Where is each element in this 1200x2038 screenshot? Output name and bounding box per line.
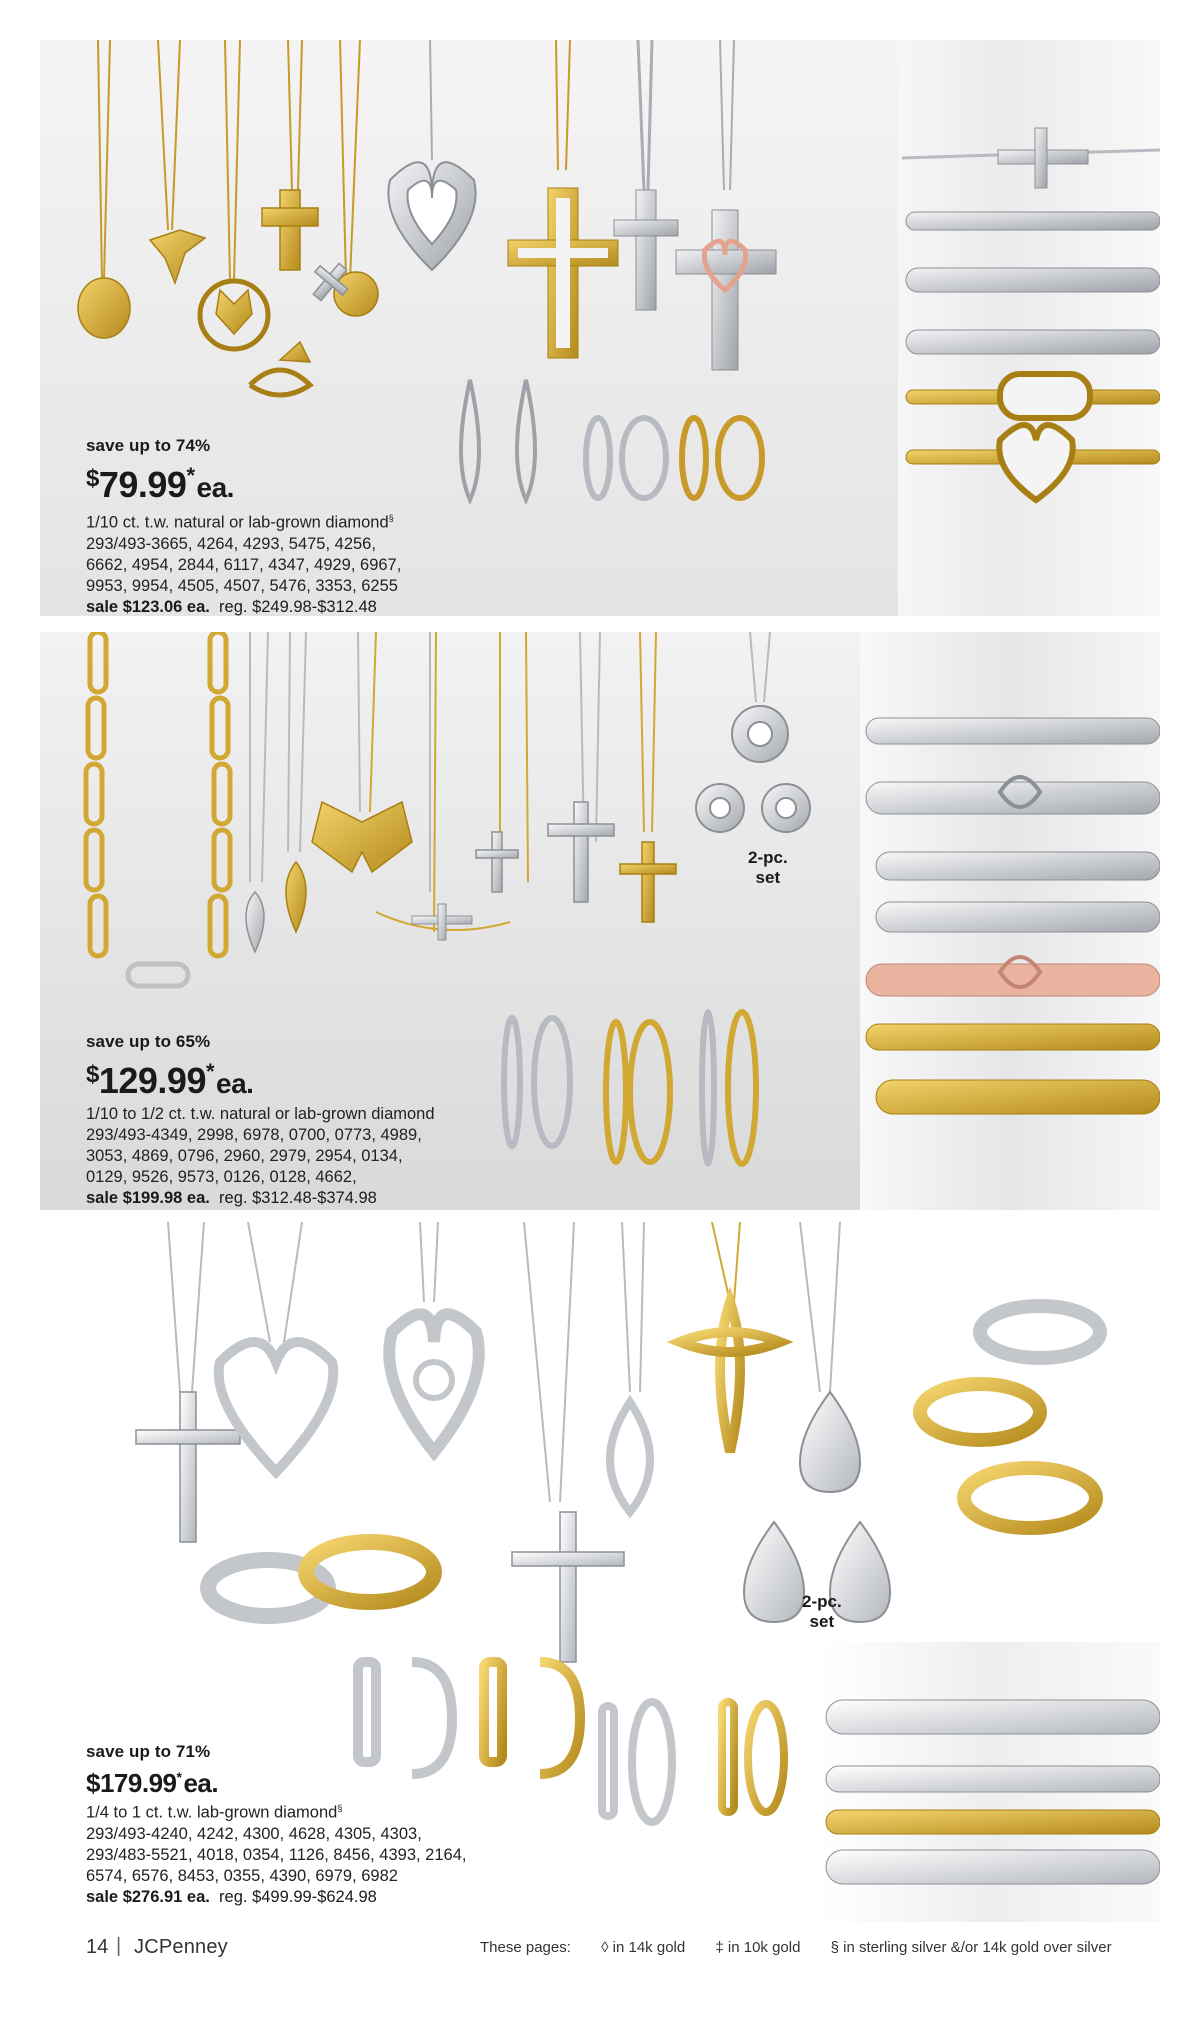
- legend-title: These pages:: [480, 1939, 571, 1956]
- offer-2-codes-3: 0129, 9526, 9573, 0126, 0128, 4662,: [86, 1168, 357, 1186]
- offer-2-price: $129.99*ea.: [86, 1059, 254, 1101]
- gold-pendant-necklaces: [98, 40, 360, 280]
- tennis-bracelet-stack: [826, 1700, 1160, 1884]
- turtle-pendant: [78, 278, 130, 338]
- gold-cross-pendant: [280, 190, 300, 270]
- offer-2-save: save up to 65%: [86, 1032, 211, 1051]
- butterfly-ring: [250, 370, 310, 395]
- set-label-panel-2: 2-pc. set: [748, 848, 788, 887]
- gold-paperclip-necklace: [86, 632, 230, 986]
- open-heart-pendant: [219, 1342, 334, 1472]
- offer-3-save: save up to 71%: [86, 1742, 211, 1761]
- offer-3-codes-2: 293/483-5521, 4018, 0354, 1126, 8456, 4393, 2164,: [86, 1845, 467, 1864]
- ring-stack: [920, 1306, 1100, 1528]
- page-number: 14: [86, 1936, 109, 1958]
- swirl-heart-pendant: [389, 1314, 479, 1452]
- wedding-band-pair: [208, 1542, 434, 1616]
- pear-pendant-earring-set: [744, 1392, 890, 1622]
- offer-1-codes-3: 9953, 9954, 4505, 4507, 5476, 3353, 6255: [86, 576, 398, 595]
- hoop-earrings-2: [504, 1012, 756, 1164]
- cross-pendants: [476, 802, 676, 922]
- offer-panel-2: [40, 632, 1160, 1210]
- offer-1-sale-line: sale $123.06 ea. reg. $249.98-$312.48: [86, 597, 377, 616]
- hoop-earrings: [586, 418, 762, 498]
- metal-legend: [480, 1939, 1138, 1956]
- offer-3-price-block: [86, 1742, 466, 1908]
- offer-1-description: 1/10 ct. t.w. natural or lab-grown diamond§: [86, 513, 394, 532]
- bar-cross-necklace: [376, 904, 510, 940]
- brand-name: JCPenney: [134, 1936, 228, 1958]
- gold-butterfly-pendant: [312, 802, 412, 872]
- bracelet-stack-2: [866, 718, 1160, 1114]
- footer-separator: |: [116, 1935, 122, 1957]
- teardrop-pendant: [610, 1402, 650, 1512]
- diamond-cross-pendant: [136, 1392, 624, 1662]
- offer-panel-3: [40, 1222, 1160, 1922]
- offer-3-codes-3: 6574, 6576, 8453, 0355, 4390, 6979, 6982: [86, 1866, 398, 1885]
- legend-14k-gold: ◊ in 14k gold: [601, 1939, 686, 1956]
- offer-2-sale-line: sale $199.98 ea. reg. $312.48-$374.98: [86, 1189, 377, 1207]
- offer-1-codes-1: 293/493-3665, 4264, 4293, 5475, 4256,: [86, 534, 376, 553]
- offer-2-price-block: [86, 1032, 435, 1209]
- offer-2-description: 1/10 to 1/2 ct. t.w. natural or lab-grown diamond: [86, 1105, 435, 1123]
- offer-1-codes-2: 6662, 4954, 2844, 6117, 4347, 4929, 6967,: [86, 555, 402, 574]
- silver-drop-earrings: [461, 380, 535, 500]
- silver-cross-pendant: [614, 40, 678, 310]
- halo-pendant-earring-set: [696, 632, 810, 832]
- offer-3-price: $179.99*ea.: [86, 1768, 219, 1798]
- offer-1-price-block: [86, 436, 401, 616]
- offer-2-codes-2: 3053, 4869, 0796, 2960, 2979, 2954, 0134,: [86, 1147, 403, 1165]
- legend-sterling-silver: § in sterling silver &/or 14k gold over silver: [830, 1939, 1112, 1956]
- inside-out-hoops: [602, 1702, 784, 1822]
- gold-cross-heart-pendant: [508, 40, 618, 358]
- offer-1-price: $79.99*ea.: [86, 463, 234, 505]
- silver-heart-pendant: [388, 40, 475, 270]
- swirl-pendants: [246, 862, 306, 952]
- bracelet-stack-1: [902, 128, 1160, 500]
- legend-10k-gold: ‡ in 10k gold: [715, 1939, 801, 1956]
- page-footer: [86, 1936, 1126, 1960]
- hummingbird-pendant: [150, 230, 205, 283]
- offer-1-save: save up to 74%: [86, 436, 211, 455]
- silver-rose-cross-pendant: [676, 40, 776, 370]
- offer-3-description: 1/4 to 1 ct. t.w. lab-grown diamond§: [86, 1803, 343, 1822]
- gold-infinity-cross-pendant: [680, 1302, 780, 1452]
- offer-3-codes-1: 293/493-4240, 4242, 4300, 4628, 4305, 4303,: [86, 1824, 422, 1843]
- offer-3-sale-line: sale $276.91 ea. reg. $499.99-$624.98: [86, 1887, 377, 1906]
- offer-2-codes-1: 293/493-4349, 2998, 6978, 0700, 0773, 4989,: [86, 1126, 422, 1144]
- set-label-panel-3: 2-pc. set: [802, 1592, 842, 1631]
- offer-panel-1: [40, 40, 1160, 616]
